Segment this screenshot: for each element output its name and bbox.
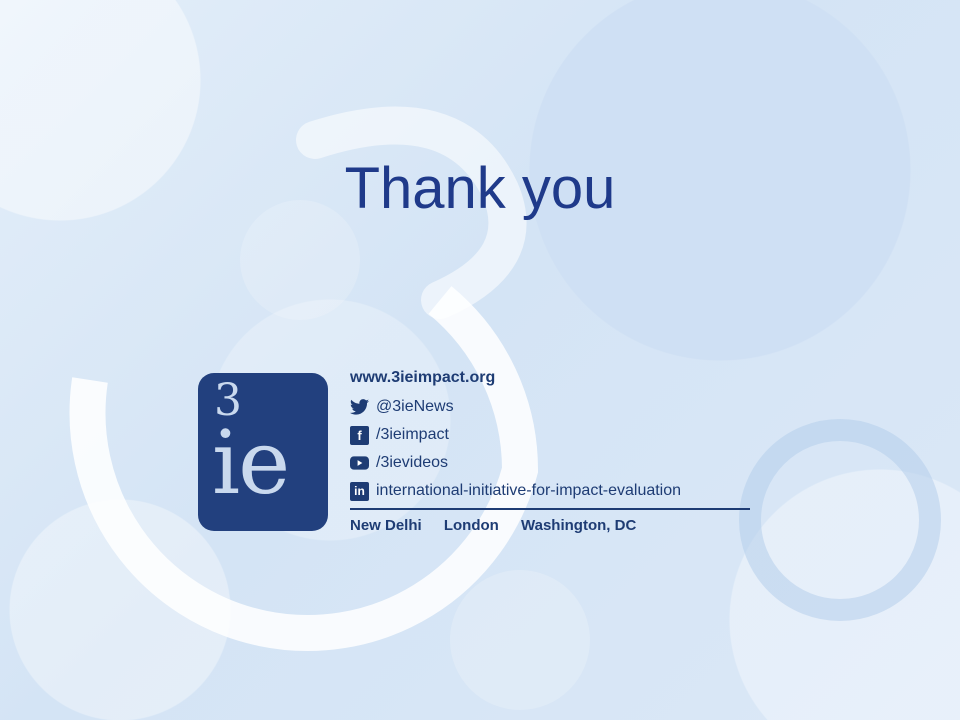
- youtube-icon: [350, 454, 369, 473]
- twitter-icon: [350, 398, 369, 417]
- contact-block: [350, 369, 681, 505]
- youtube-handle: /3ievideos: [376, 454, 449, 471]
- logo-letters: ie: [212, 411, 289, 514]
- linkedin-handle: international-initiative-for-impact-evaluation: [376, 482, 682, 499]
- background-bubble: [450, 570, 590, 710]
- twitter-row[interactable]: [350, 393, 681, 421]
- website-link[interactable]: www.3ieimpact.org: [350, 369, 496, 386]
- facebook-icon: f: [350, 426, 369, 445]
- linkedin-row[interactable]: [350, 477, 681, 505]
- slide-title: Thank you: [344, 156, 616, 221]
- twitter-handle: @3ieNews: [376, 398, 454, 415]
- facebook-handle: /3ieimpact: [376, 426, 449, 443]
- background-ring: [750, 430, 930, 610]
- facebook-row[interactable]: [350, 421, 681, 449]
- linkedin-icon: in: [350, 482, 369, 501]
- offices-list: [350, 517, 654, 534]
- office-washington: Washington, DC: [521, 517, 637, 534]
- divider: [350, 508, 750, 510]
- office-london: London: [443, 517, 499, 534]
- logo-numeral: 3: [214, 375, 242, 426]
- youtube-row[interactable]: [350, 449, 681, 477]
- 3ie-logo: [198, 373, 328, 531]
- office-new-delhi: New Delhi: [350, 517, 422, 534]
